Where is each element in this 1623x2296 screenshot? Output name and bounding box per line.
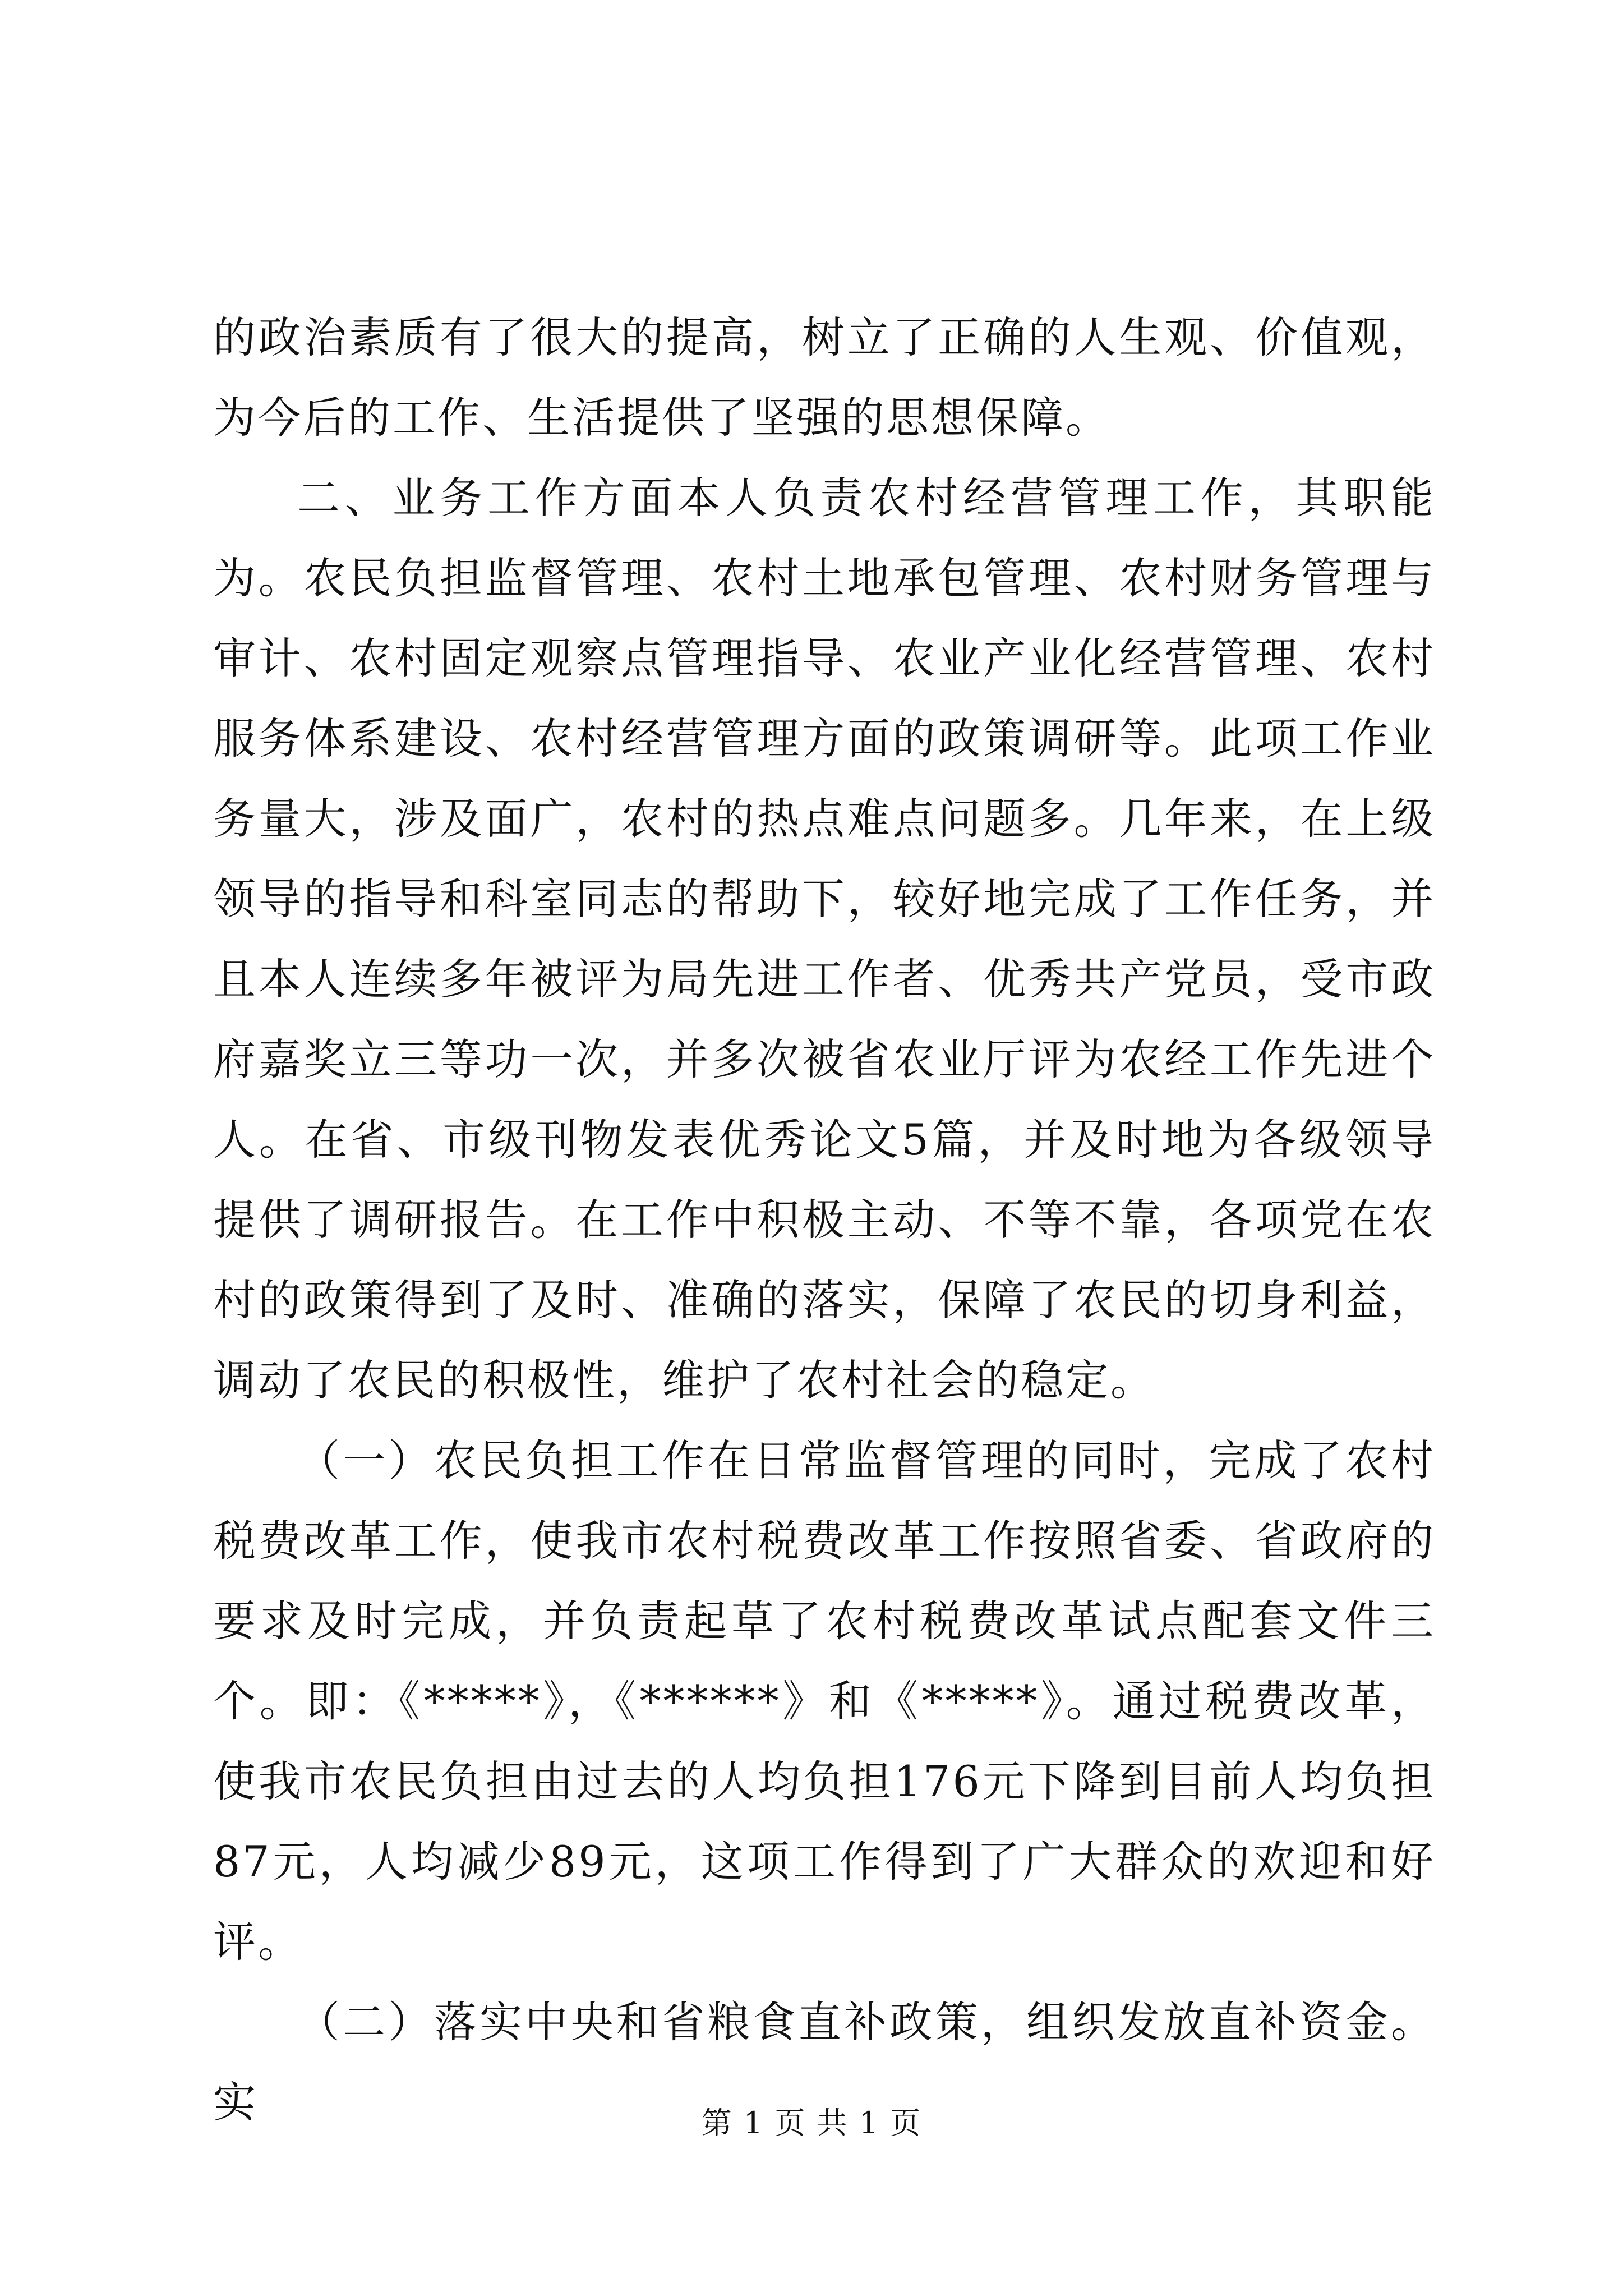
page-footer: 第 1 页 共 1 页 (701, 2105, 922, 2141)
paragraph-3: （一）农民负担工作在日常监督管理的同时，完成了农村税费改革工作，使我市农村税费改革工作按照省委、省政府的要求及时完成，并负责起草了农村税费改革试点配套文件三个。即：《*****》，《******》和《*****》。通过税费改革，使我市农民负担由过去的人均负担176元下降到目前人均负担87元，人均减少89元，这项工作得到了广大群众的欢迎和好评。 (213, 1435, 1436, 1967)
document-body (213, 297, 1436, 2142)
paragraph-2: 二、业务工作方面本人负责农村经营管理工作，其职能为。农民负担监督管理、农村土地承包管理、农村财务管理与审计、农村固定观察点管理指导、农业产业化经营管理、农村服务体系建设、农村经营管理方面的政策调研等。此项工作业务量大，涉及面广，农村的热点难点问题多。几年来，在上级领导的指导和科室同志的帮助下，较好地完成了工作任务，并且本人连续多年被评为局先进工作者、优秀共产党员，受市政府嘉奖立三等功一次，并多次被省农业厅评为农经工作先进个人。在省、市级刊物发表优秀论文5篇，并及时地为各级领导提供了调研报告。在工作中积极主动、不等不靠，各项党在农村的政策得到了及时、准确的落实，保障了农民的切身利益，调动了农民的积极性，维护了农村社会的稳定。 (213, 473, 1436, 1405)
paragraph-1: 的政治素质有了很大的提高，树立了正确的人生观、价值观，为今后的工作、生活提供了坚强的思想保障。 (213, 312, 1436, 443)
paragraph-4: （二）落实中央和省粮食直补政策，组织发放直补资金。实 (213, 1997, 1436, 2127)
